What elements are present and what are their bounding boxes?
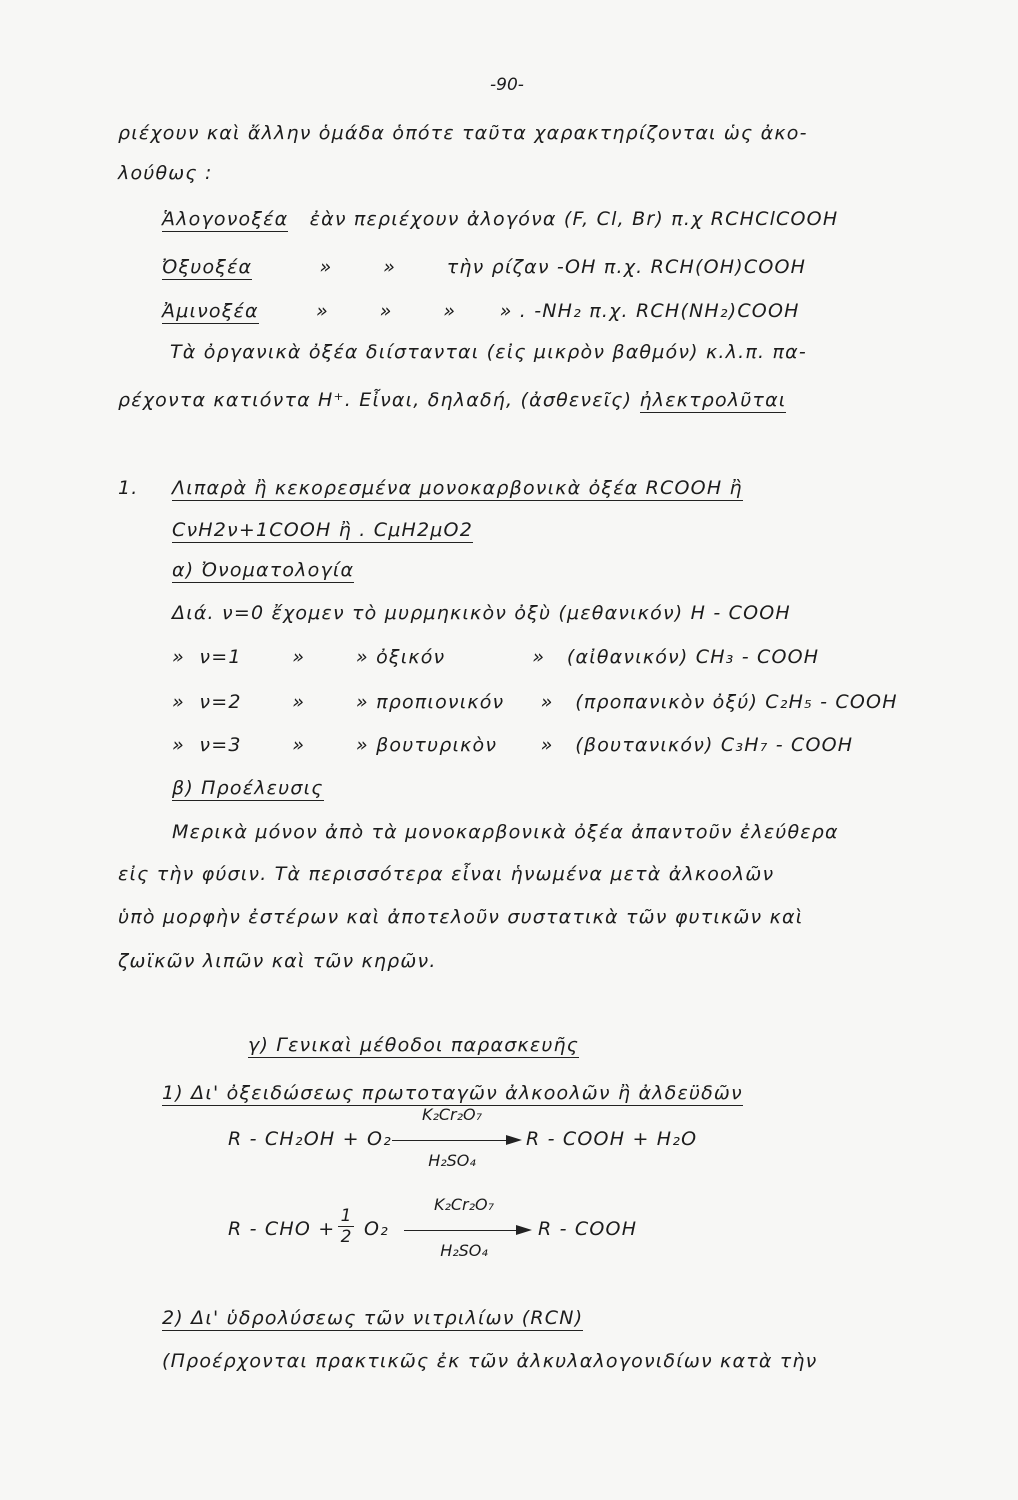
subsection-b-title: β) Προέλευσις: [172, 777, 324, 799]
method-1-title: 1) Δι' ὀξειδώσεως πρωτοταγῶν ἀλκοολῶν ἢ ἀλδεϋδῶν: [162, 1082, 743, 1104]
reaction-2-arrow: [404, 1230, 516, 1231]
haloacid-desc: ἐὰν περιέχουν ἀλογόνα (F, Cl, Br) π.χ RCHClCOOH: [309, 208, 839, 230]
naming-row-1: » ν=1 » » ὀξικόν » (αἰθανικόν) CH₃ - COOH: [172, 646, 820, 668]
haloacid-line: [162, 207, 838, 231]
text-line-1: ριέχουν καὶ ἄλλην ὁμάδα ὁπότε ταῦτα χαρακτηρίζονται ὡς ἀκο-: [118, 122, 808, 144]
reaction-2-fraction-den: 2: [340, 1227, 352, 1247]
subsection-a-title: α) Ὀνοματολογία: [172, 559, 355, 581]
method-2: [162, 1306, 583, 1330]
reaction-1-products: R - COOH + H₂O: [526, 1128, 698, 1150]
aminoacid-line: [162, 299, 800, 323]
naming-row-0: Διά. ν=0 ἔχομεν τὸ μυρμηκικὸν ὀξὺ (μεθανικόν) H - COOH: [172, 602, 791, 624]
paragraph-line-4: ζωϊκῶν λιπῶν καὶ τῶν κηρῶν.: [118, 950, 437, 972]
hydroxyacid-desc: » » τὴν ρίζαν -OH π.χ. RCH(OH)COOH: [319, 256, 807, 278]
reaction-1-catalyst: K₂Cr₂O₇: [421, 1105, 483, 1124]
reaction-2-arrowhead: [516, 1225, 532, 1235]
last-line: (Προέρχονται πρακτικῶς ἐκ τῶν ἀλκυλαλογονιδίων κατὰ τὴν: [162, 1350, 818, 1372]
text-line-7: [118, 388, 786, 412]
text-line-7-a: ρέχοντα κατιόντα H⁺. Εἶναι, δηλαδή, (ἀσθενεῖς): [118, 389, 633, 411]
subsection-b: [172, 776, 324, 800]
section-1-number: 1.: [118, 477, 139, 499]
subsection-c: [248, 1033, 579, 1057]
reaction-2-catalyst: K₂Cr₂O₇: [433, 1195, 495, 1214]
reaction-2-products: R - COOH: [538, 1218, 638, 1240]
hydroxyacid-line: [162, 255, 806, 279]
aminoacid-term: Ἀμινοξέα: [162, 300, 259, 322]
subsection-a: [172, 558, 354, 582]
hydroxyacid-term: Ὀξυοξέα: [162, 256, 253, 278]
reaction-1-arrow: [392, 1140, 506, 1141]
section-1-title: [172, 476, 743, 500]
subsection-c-title: γ) Γενικαὶ μέθοδοι παρασκευῆς: [248, 1034, 580, 1056]
page-number: -90-: [490, 75, 524, 95]
reaction-1-reactants: R - CH₂OH + O₂: [228, 1128, 392, 1150]
naming-row-2: » ν=2 » » προπιονικόν » (προπανικὸν ὀξύ) C₂H₅ - COOH: [172, 691, 898, 713]
section-1-title-text: Λιπαρὰ ἢ κεκορεσμένα μονοκαρβονικὰ ὀξέα RCOOH ἢ: [172, 477, 743, 499]
method-2-title: 2) Δι' ὑδρολύσεως τῶν νιτριλίων (RCN): [162, 1307, 584, 1329]
text-line-2: λούθως :: [118, 162, 213, 184]
section-1-formula: [172, 518, 473, 542]
text-line-6: Τὰ ὀργανικὰ ὀξέα διίστανται (εἰς μικρὸν βαθμόν) κ.λ.π. πα-: [170, 341, 807, 363]
reaction-2-fraction-num: 1: [340, 1206, 352, 1226]
haloacid-term: Ἁλογονοξέα: [162, 208, 289, 230]
paragraph-line-3: ὑπὸ μορφὴν ἐστέρων καὶ ἀποτελοῦν συστατικὰ τῶν φυτικῶν καὶ: [118, 906, 804, 928]
method-1: [162, 1081, 743, 1105]
naming-row-3: » ν=3 » » βουτυρικὸν » (βουτανικόν) C₃H₇ - COOH: [172, 734, 854, 756]
reaction-2-reactants-b: O₂: [364, 1218, 389, 1240]
paragraph-line-1: Μερικὰ μόνον ἀπὸ τὰ μονοκαρβονικὰ ὀξέα ἀπαντοῦν ἐλεύθερα: [172, 821, 839, 843]
electrolytes-term: ἠλεκτρολῦται: [639, 389, 787, 411]
reaction-1-arrowhead: [506, 1135, 522, 1145]
section-1-formula-text: CνH2ν+1COOH ἢ . CμH2μO2: [172, 519, 474, 541]
aminoacid-desc: » » » » . -NH₂ π.χ. RCH(NH₂)COOH: [316, 300, 800, 322]
reaction-2-reactants-a: R - CHO +: [228, 1218, 336, 1240]
reaction-2-medium: H₂SO₄: [440, 1241, 488, 1260]
reaction-1-medium: H₂SO₄: [428, 1151, 476, 1170]
reaction-2-fraction: [338, 1207, 354, 1246]
paragraph-line-2: εἰς τὴν φύσιν. Τὰ περισσότερα εἶναι ἡνωμένα μετὰ ἀλκοολῶν: [118, 863, 775, 885]
